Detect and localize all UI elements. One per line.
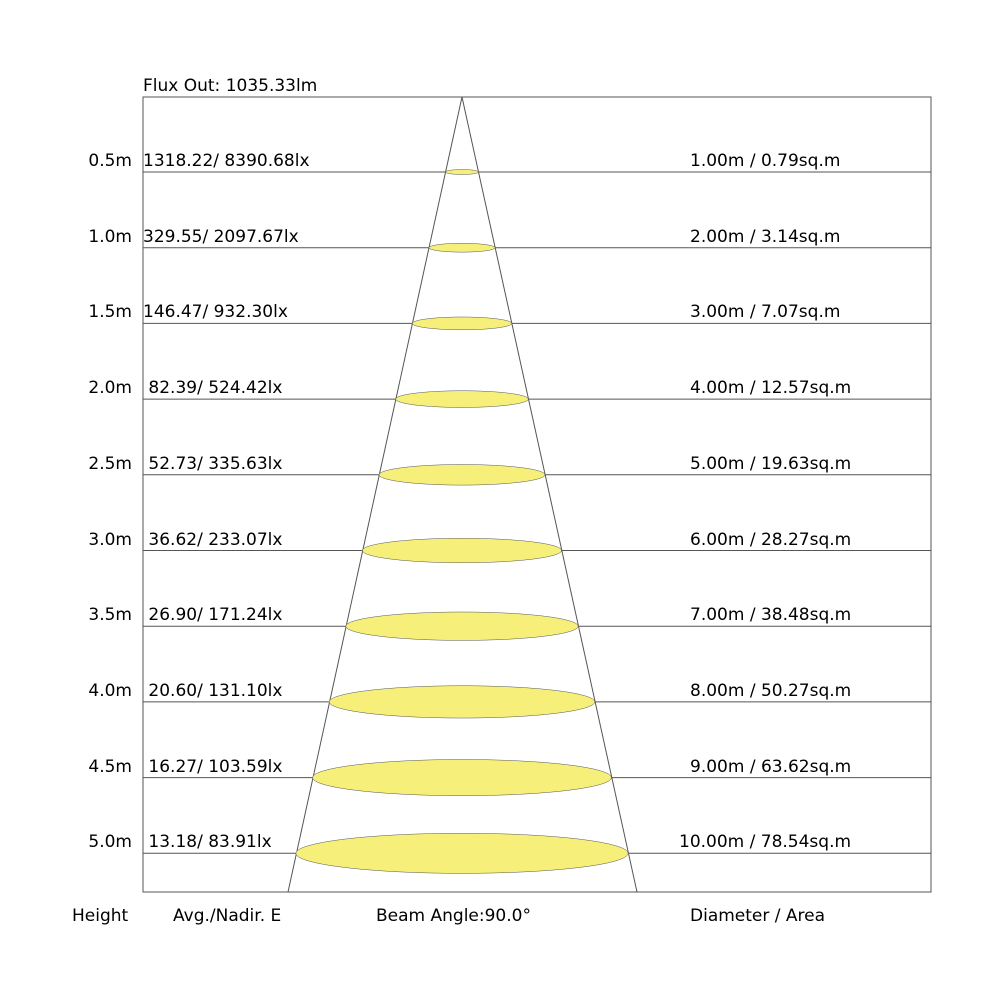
row-illuminance-label: 16.27/ 103.59lx [143, 756, 283, 777]
light-spot [362, 538, 561, 563]
row-height-label: 2.0m [88, 378, 132, 399]
light-spot [412, 317, 511, 330]
height-gridlines [143, 172, 931, 853]
row-illuminance-label: 20.60/ 131.10lx [143, 680, 283, 701]
light-spot [396, 391, 529, 408]
row-diameter-area-label: 2.00m / 3.14sq.m [690, 226, 841, 247]
footer-height-label: Height [72, 906, 129, 926]
row-illuminance-label: 36.62/ 233.07lx [143, 529, 283, 550]
row-illuminance-label: 1318.22/ 8390.68lx [143, 151, 310, 171]
row-diameter-area-label: 10.00m / 78.54sq.m [679, 832, 852, 853]
row-diameter-area-label: 7.00m / 38.48sq.m [690, 605, 852, 626]
row-height-label: 0.5m [88, 151, 132, 171]
row-diameter-area-label: 5.00m / 19.63sq.m [690, 453, 852, 474]
row-diameter-area-label: 8.00m / 50.27sq.m [690, 680, 852, 701]
light-spot [329, 686, 595, 718]
light-spot [296, 833, 628, 873]
row-illuminance-label: 26.90/ 171.24lx [143, 605, 283, 626]
footer-avg-nadir-label: Avg./Nadir. E [173, 906, 282, 926]
flux-out-label: Flux Out: 1035.33lm [143, 76, 318, 96]
row-diameter-area-label: 3.00m / 7.07sq.m [690, 302, 841, 323]
light-spot [446, 170, 479, 175]
light-spot [313, 760, 612, 796]
row-height-label: 1.0m [88, 226, 132, 247]
light-spot [346, 612, 578, 640]
row-height-label: 5.0m [88, 832, 132, 853]
row-height-label: 4.0m [88, 680, 132, 701]
row-illuminance-label: 329.55/ 2097.67lx [143, 226, 299, 247]
row-illuminance-label: 13.18/ 83.91lx [143, 832, 272, 853]
row-diameter-area-label: 6.00m / 28.27sq.m [690, 529, 852, 550]
row-height-label: 2.5m [88, 453, 132, 474]
row-height-label: 4.5m [88, 756, 132, 777]
light-spot [379, 465, 545, 486]
row-illuminance-label: 52.73/ 335.63lx [143, 453, 283, 474]
row-diameter-area-label: 9.00m / 63.62sq.m [690, 756, 852, 777]
row-diameter-area-label: 1.00m / 0.79sq.m [690, 151, 841, 171]
row-diameter-area-label: 4.00m / 12.57sq.m [690, 378, 852, 399]
footer-diameter-area-label: Diameter / Area [690, 906, 826, 926]
row-height-label: 3.5m [88, 605, 132, 626]
row-illuminance-label: 146.47/ 932.30lx [143, 302, 288, 323]
light-spots [296, 170, 628, 874]
row-height-label: 3.0m [88, 529, 132, 550]
light-spot [429, 243, 495, 252]
row-illuminance-label: 82.39/ 524.42lx [143, 378, 283, 399]
row-height-label: 1.5m [88, 302, 132, 323]
footer-beam-angle-label: Beam Angle:90.0° [376, 906, 531, 926]
